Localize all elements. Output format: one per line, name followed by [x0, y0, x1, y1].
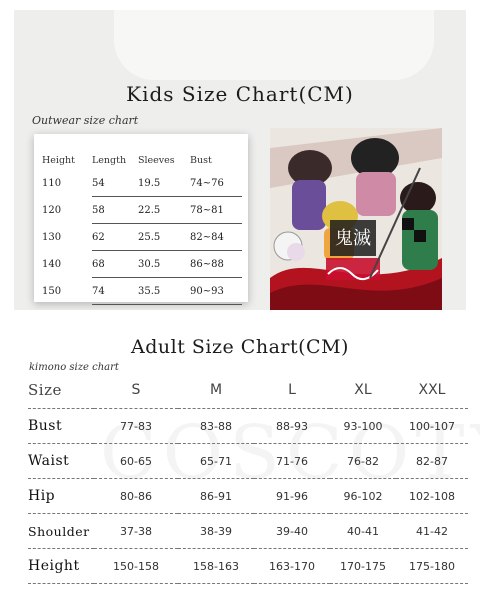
- table-cell: 76-82: [330, 444, 396, 479]
- table-row: [28, 549, 468, 584]
- kids-cell: 25.5: [138, 224, 190, 251]
- size-header-label: Size: [28, 372, 94, 409]
- table-cell: 93-100: [330, 409, 396, 444]
- table-cell: 163-170: [254, 549, 330, 584]
- table-row: [42, 278, 242, 305]
- outwear-subtitle: Outwear size chart: [32, 114, 139, 127]
- table-cell: 175-180: [396, 549, 468, 584]
- table-cell: 83-88: [178, 409, 254, 444]
- table-cell: 100-107: [396, 409, 468, 444]
- row-label-bust: Bust: [28, 409, 94, 444]
- table-cell: 88-93: [254, 409, 330, 444]
- table-cell: 102-108: [396, 479, 468, 514]
- kids-cell: 86~88: [190, 251, 242, 278]
- kids-cell: 58: [92, 197, 138, 224]
- kids-cell: 54: [92, 170, 138, 197]
- table-cell: 150-158: [94, 549, 178, 584]
- poster-illustration: [270, 128, 442, 310]
- kids-cell: 110: [42, 177, 62, 189]
- table-cell: 65-71: [178, 444, 254, 479]
- table-row: [28, 444, 468, 479]
- table-cell: 96-102: [330, 479, 396, 514]
- kids-cell: 140: [42, 258, 62, 270]
- table-cell: 77-83: [94, 409, 178, 444]
- row-label-waist: Waist: [28, 444, 94, 479]
- table-cell: 60-65: [94, 444, 178, 479]
- kids-col-sleeves: Sleeves: [138, 154, 175, 166]
- kids-cell: 120: [42, 204, 62, 216]
- kids-header-row: [42, 150, 242, 170]
- size-m: M: [178, 372, 254, 409]
- kids-size-table: [42, 150, 242, 305]
- adult-size-table: [28, 372, 468, 584]
- kids-cell: 35.5: [138, 278, 190, 305]
- adult-header-row: [28, 372, 468, 409]
- kids-cell: 19.5: [138, 170, 190, 197]
- table-row: [28, 479, 468, 514]
- table-cell: 37-38: [94, 514, 178, 549]
- kids-size-card: [34, 134, 248, 302]
- table-row: [28, 514, 468, 549]
- kids-cell: 74: [92, 278, 138, 305]
- kids-cell: 90~93: [190, 278, 242, 305]
- table-cell: 170-175: [330, 549, 396, 584]
- table-cell: 86-91: [178, 479, 254, 514]
- table-cell: 40-41: [330, 514, 396, 549]
- kids-cell: 68: [92, 251, 138, 278]
- kids-col-length: Length: [92, 154, 127, 166]
- background-shape: [114, 10, 434, 80]
- kids-cell: 150: [42, 285, 62, 297]
- kids-col-height: Height: [42, 154, 75, 166]
- kids-cell: 30.5: [138, 251, 190, 278]
- table-cell: 39-40: [254, 514, 330, 549]
- table-row: [42, 224, 242, 251]
- svg-text:鬼滅: 鬼滅: [335, 228, 371, 249]
- size-xxl: XXL: [396, 372, 468, 409]
- size-xl: XL: [330, 372, 396, 409]
- size-s: S: [94, 372, 178, 409]
- table-cell: 158-163: [178, 549, 254, 584]
- table-cell: 38-39: [178, 514, 254, 549]
- kids-chart-title: Kids Size Chart(CM): [126, 82, 354, 106]
- table-cell: 91-96: [254, 479, 330, 514]
- kimono-subtitle: kimono size chart: [29, 362, 119, 373]
- table-cell: 71-76: [254, 444, 330, 479]
- table-row: [42, 251, 242, 278]
- table-cell: 41-42: [396, 514, 468, 549]
- table-cell: 80-86: [94, 479, 178, 514]
- kids-cell: 62: [92, 224, 138, 251]
- kids-col-bust: Bust: [190, 154, 212, 166]
- row-label-height: Height: [28, 549, 94, 584]
- adult-chart-title: Adult Size Chart(CM): [131, 336, 349, 358]
- table-row: [42, 170, 242, 197]
- size-l: L: [254, 372, 330, 409]
- row-label-hip: Hip: [28, 479, 94, 514]
- kids-cell: 78~81: [190, 197, 242, 224]
- kids-cell: 130: [42, 231, 62, 243]
- table-row: [42, 197, 242, 224]
- row-label-shoulder: Shoulder: [28, 514, 94, 549]
- anime-poster-image: [270, 128, 442, 310]
- table-cell: 82-87: [396, 444, 468, 479]
- kids-cell: 82~84: [190, 224, 242, 251]
- kids-cell: 74~76: [190, 170, 242, 197]
- table-row: [28, 409, 468, 444]
- kids-cell: 22.5: [138, 197, 190, 224]
